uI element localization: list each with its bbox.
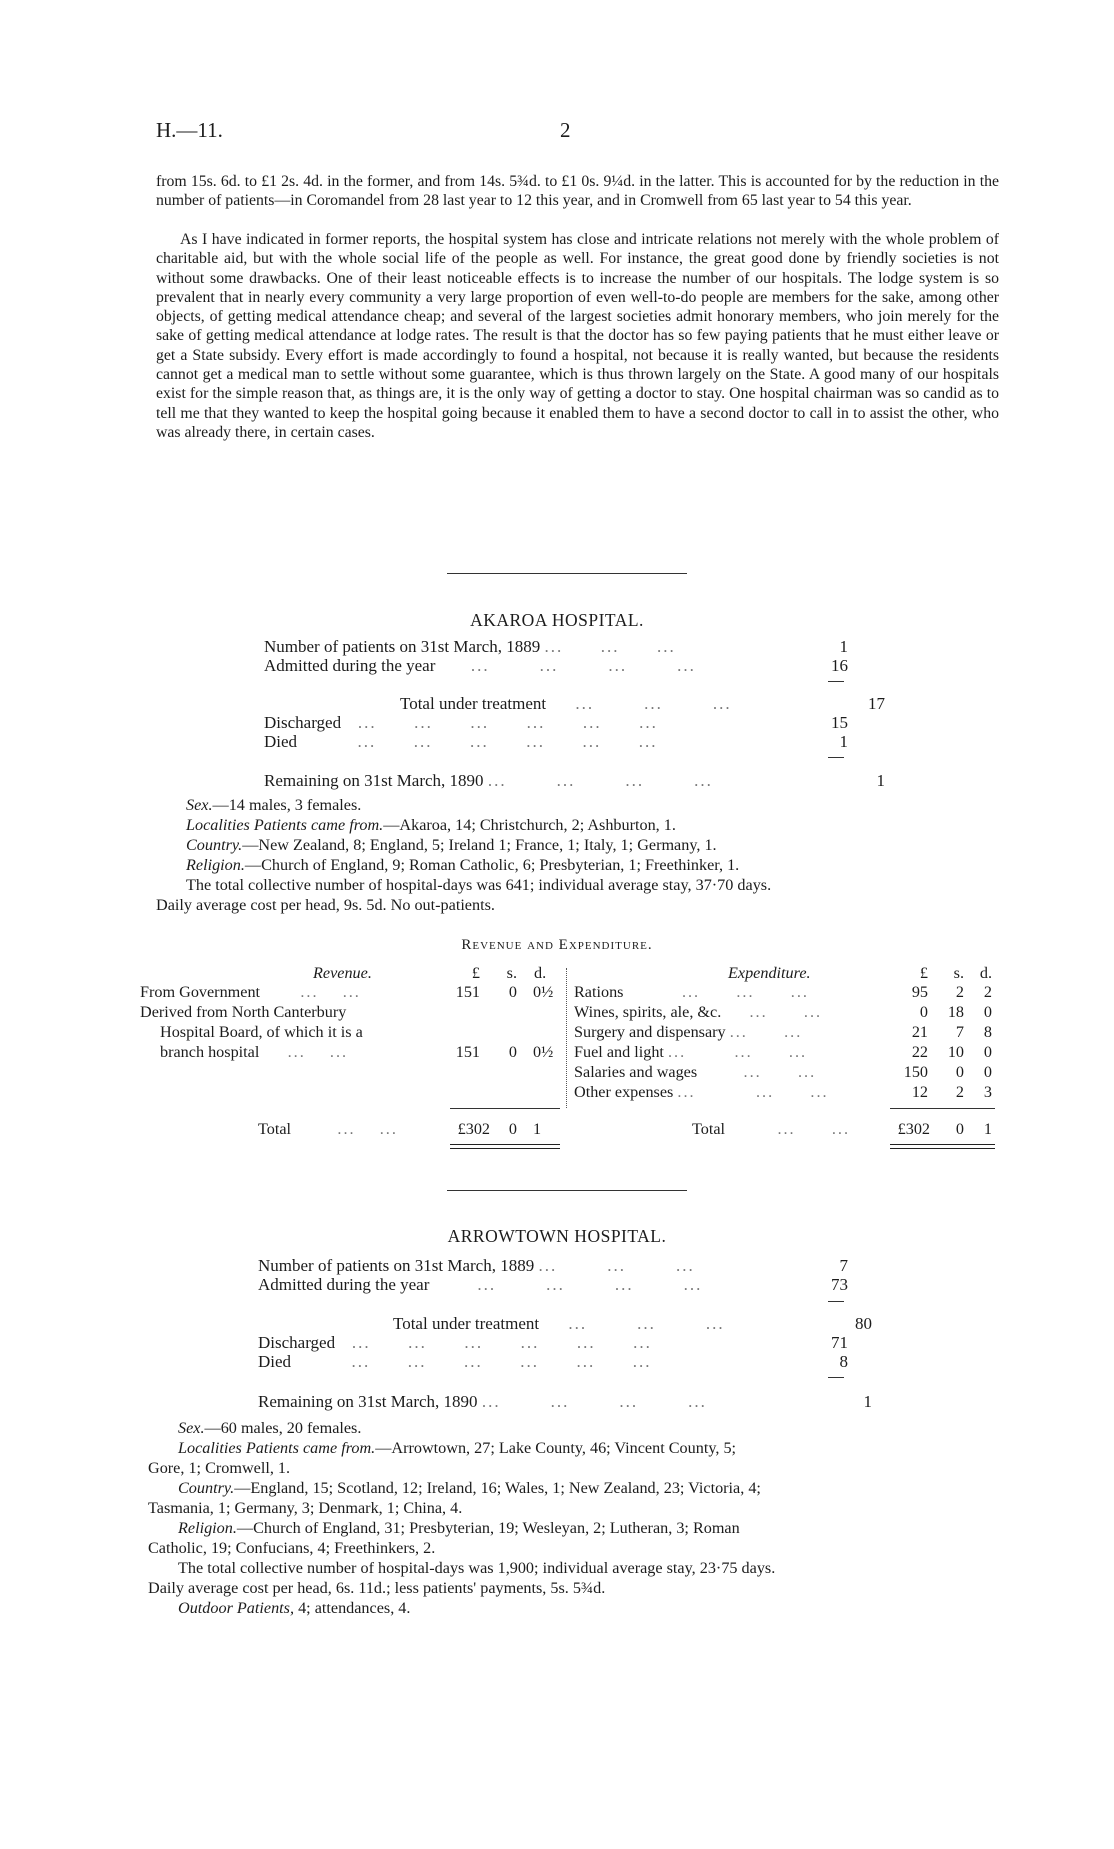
expenditure-row-pence: 8: [983, 1023, 992, 1041]
revenue-row-pounds: 151: [455, 1043, 480, 1061]
revenue-row-label: Derived from North Canterbury: [140, 1003, 347, 1021]
expenditure-pence-header: d.: [979, 964, 992, 982]
sum-rule: [828, 1377, 844, 1378]
expenditure-sum-rule: [890, 1108, 995, 1109]
arrowtown-title: ARROWTOWN HOSPITAL.: [447, 1226, 667, 1246]
akaroa-remaining-label: Remaining on 31st March, 1890 ... ... ... ...: [264, 771, 713, 790]
arrowtown-country-line2: Tasmania, 1; Germany, 3; Denmark, 1; China, 4.: [148, 1499, 463, 1517]
expenditure-total-pence: 1: [983, 1120, 992, 1138]
akaroa-country: Country.—New Zealand, 8; England, 5; Ireland 1; France, 1; Italy, 1; Germany, 1.: [186, 836, 717, 854]
expenditure-row-label: Rations ... ... ...: [574, 983, 809, 1001]
finance-title: Revenue and Expenditure.: [461, 937, 653, 953]
arrowtown-localities: Localities Patients came from.—Arrowtown, 27; Lake County, 46; Vincent County, 5;: [178, 1439, 737, 1457]
arrowtown-religion: Religion.—Church of England, 31; Presbyterian, 19; Wesleyan, 2; Lutheran, 3; Roman: [178, 1519, 740, 1537]
expenditure-row-shillings: 2: [955, 983, 964, 1001]
revenue-row-pounds: 151: [455, 983, 480, 1001]
arrowtown-hospital-days: The total collective number of hospital-days was 1,900; individual average stay, 23·75 days.: [178, 1559, 776, 1577]
section-divider: [447, 1190, 687, 1191]
revenue-row-label-line3: branch hospital ... ...: [160, 1043, 349, 1061]
expenditure-row-pounds: 95: [911, 983, 928, 1001]
akaroa-sex: Sex.—14 males, 3 females.: [186, 796, 362, 814]
expenditure-row-pounds: 0: [919, 1003, 928, 1021]
revenue-pounds-header: £: [471, 964, 480, 982]
revenue-row-shillings: 0: [508, 983, 517, 1001]
arrowtown-cost: Daily average cost per head, 6s. 11d.; less patients' payments, 5s. 5¾d.: [148, 1579, 606, 1597]
akaroa-localities: Localities Patients came from.—Akaroa, 14; Christchurch, 2; Ashburton, 1.: [186, 816, 676, 834]
akaroa-remaining-value: 1: [876, 771, 885, 790]
expenditure-row-label: Surgery and dispensary ... ...: [574, 1023, 803, 1041]
revenue-row-label: From Government ... ...: [140, 983, 361, 1001]
sum-rule: [828, 757, 844, 758]
section-divider: [447, 573, 687, 574]
arrowtown-localities-line2: Gore, 1; Cromwell, 1.: [148, 1459, 291, 1477]
revenue-row-shillings: 0: [508, 1043, 517, 1061]
column-separator: [566, 968, 567, 1108]
akaroa-admitted-value: 16: [831, 656, 848, 675]
akaroa-discharged-value: 15: [831, 713, 848, 732]
akaroa-total-value: 17: [868, 694, 885, 713]
arrowtown-country: Country.—England, 15; Scotland, 12; Ireland, 16; Wales, 1; New Zealand, 23; Victoria, 4;: [178, 1479, 761, 1497]
expenditure-row-shillings: 7: [955, 1023, 964, 1041]
intro-paragraph-1: from 15s. 6d. to £1 2s. 4d. in the former, and from 14s. 5¾d. to £1 0s. 9¼d. in the latter. This is accounted for by the reduction in the number of patients—in Coromandel from 28 last year to 12 this year, and in Cromwell from 65 last year to 54 this year.: [156, 173, 999, 210]
expenditure-total-pounds: £302: [897, 1120, 930, 1138]
akaroa-died-label: Died ... ... ... ... ... ...: [264, 732, 658, 751]
akaroa-start-label: Number of patients on 31st March, 1889 ... ... ...: [264, 637, 676, 656]
expenditure-row-shillings: 2: [955, 1083, 964, 1101]
arrowtown-sex: Sex.—60 males, 20 females.: [178, 1419, 362, 1437]
revenue-sum-rule: [450, 1108, 560, 1109]
revenue-heading: Revenue.: [313, 964, 372, 982]
expenditure-total-double-rule: [890, 1144, 995, 1149]
revenue-total-pounds: £302: [457, 1120, 490, 1138]
sum-rule: [828, 681, 844, 682]
expenditure-row-pence: 3: [983, 1083, 992, 1101]
arrowtown-discharged-value: 71: [831, 1333, 848, 1352]
revenue-total-double-rule: [450, 1144, 560, 1149]
expenditure-row-shillings: 0: [955, 1063, 964, 1081]
akaroa-cost: Daily average cost per head, 9s. 5d. No out-patients.: [156, 896, 495, 914]
expenditure-row-pence: 0: [983, 1043, 992, 1061]
expenditure-row-pounds: 21: [911, 1023, 928, 1041]
expenditure-total-label: Total ... ...: [692, 1120, 851, 1138]
arrowtown-discharged-label: Discharged ... ... ... ... ... ...: [258, 1333, 652, 1352]
expenditure-heading: Expenditure.: [728, 964, 811, 982]
arrowtown-outdoor: Outdoor Patients, 4; attendances, 4.: [178, 1599, 411, 1617]
arrowtown-total-value: 80: [855, 1314, 872, 1333]
revenue-total-pence: 1: [533, 1120, 542, 1138]
arrowtown-total-label: Total under treatment ... ... ...: [393, 1314, 725, 1333]
akaroa-religion: Religion.—Church of England, 9; Roman Catholic, 6; Presbyterian, 1; Freethinker, 1.: [186, 856, 740, 874]
arrowtown-admitted-value: 73: [831, 1275, 848, 1294]
akaroa-discharged-label: Discharged ... ... ... ... ... ...: [264, 713, 658, 732]
akaroa-died-value: 1: [839, 732, 848, 751]
revenue-shillings-header: s.: [506, 964, 517, 982]
arrowtown-remaining-label: Remaining on 31st March, 1890 ... ... ... ...: [258, 1392, 707, 1411]
arrowtown-died-label: Died ... ... ... ... ... ...: [258, 1352, 652, 1371]
expenditure-total-shillings: 0: [955, 1120, 964, 1138]
akaroa-hospital-days: The total collective number of hospital-days was 641; individual average stay, 37·70 days.: [186, 876, 772, 894]
revenue-row-pence: 0½: [533, 983, 554, 1001]
akaroa-admitted-label: Admitted during the year ... ... ... ...: [264, 656, 696, 675]
revenue-row-label-line2: Hospital Board, of which it is a: [160, 1023, 363, 1041]
akaroa-start-value: 1: [839, 637, 848, 656]
expenditure-row-label: Salaries and wages ... ...: [574, 1063, 817, 1081]
expenditure-shillings-header: s.: [953, 964, 964, 982]
expenditure-row-shillings: 18: [947, 1003, 964, 1021]
intro-paragraph-2: As I have indicated in former reports, the hospital system has close and intricate relations not merely with the whole problem of charitable aid, but with the whole social life of the people as well. For instance, the great good done by friendly societies is not without some drawbacks. One of their least noticeable effects is to increase the number of our hospitals. The lodge system is so prevalent that in nearly every community a very large proportion of even well-to-do people are members for the sake, among other objects, of getting medical attendance cheap; and several of the largest societies admit honorary members, who join merely for the sake of getting medical attendance at lodge rates. The result is that the doctor has so few paying patients that he must either leave or get a State subsidy. Every effort is made accordingly to found a hospital, not because it is really wanted, but because the residents cannot get a medical man to settle without some guarantee, which is thus thrown largely on the State. A good many of our hospitals exist for the simple reason that, as things are, it is the only way of getting a doctor to stay. One hospital chairman was so candid as to tell me that they wanted to keep the hospital going because it enabled them to have a second doctor to call in to assist the other, who was already there, in certain cases.: [156, 231, 999, 441]
arrowtown-religion-line2: Catholic, 19; Confucians, 4; Freethinkers, 2.: [148, 1539, 436, 1557]
expenditure-row-pounds: 150: [903, 1063, 928, 1081]
arrowtown-admitted-label: Admitted during the year ... ... ... ...: [258, 1275, 703, 1294]
revenue-row-pence: 0½: [533, 1043, 554, 1061]
sum-rule: [828, 1301, 844, 1302]
akaroa-title: AKAROA HOSPITAL.: [470, 610, 644, 630]
expenditure-row-shillings: 10: [947, 1043, 964, 1061]
expenditure-row-pence: 0: [983, 1003, 992, 1021]
arrowtown-died-value: 8: [839, 1352, 848, 1371]
expenditure-row-label: Other expenses ... ... ...: [574, 1083, 829, 1101]
expenditure-pounds-header: £: [919, 964, 928, 982]
expenditure-row-label: Fuel and light ... ... ...: [574, 1043, 808, 1061]
revenue-pence-header: d.: [534, 964, 547, 982]
arrowtown-start-value: 7: [839, 1256, 848, 1275]
report-code: H.—11.: [156, 118, 223, 142]
expenditure-row-label: Wines, spirits, ale, &c. ... ...: [574, 1003, 823, 1021]
revenue-total-shillings: 0: [508, 1120, 517, 1138]
akaroa-total-label: Total under treatment ... ... ...: [400, 694, 732, 713]
page-number: 2: [560, 118, 571, 142]
arrowtown-remaining-value: 1: [863, 1392, 872, 1411]
expenditure-row-pounds: 12: [911, 1083, 928, 1101]
expenditure-row-pence: 2: [983, 983, 992, 1001]
revenue-total-label: Total ... ...: [258, 1120, 398, 1138]
arrowtown-start-label: Number of patients on 31st March, 1889 ... ... ...: [258, 1256, 695, 1275]
expenditure-row-pence: 0: [983, 1063, 992, 1081]
expenditure-row-pounds: 22: [911, 1043, 928, 1061]
